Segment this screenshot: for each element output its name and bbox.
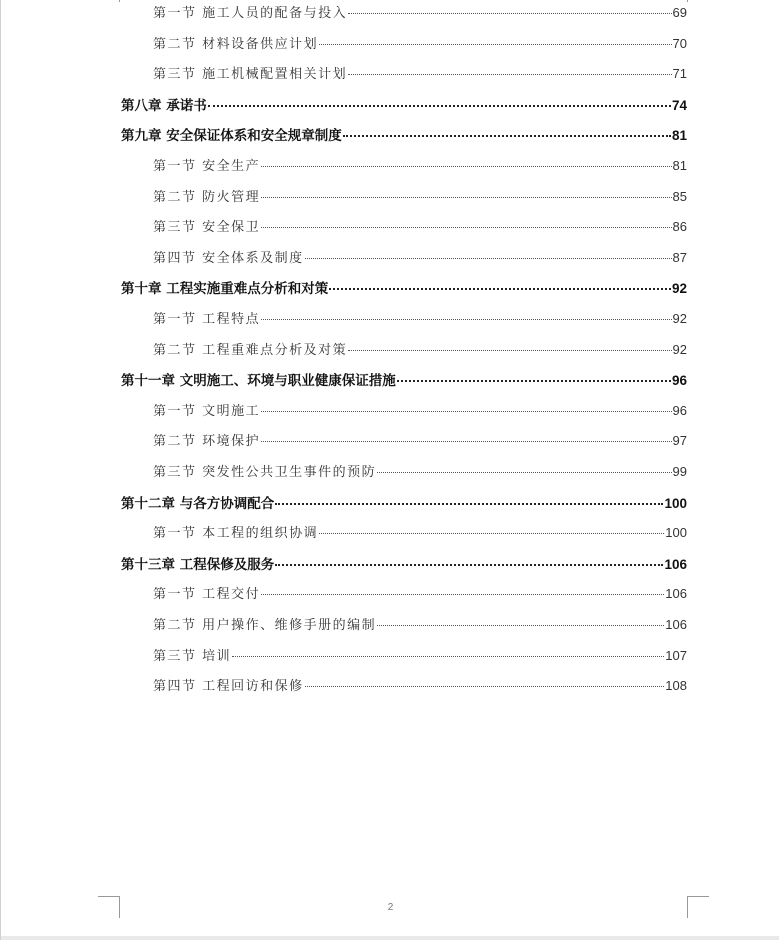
toc-chapter-entry[interactable] (121, 277, 687, 297)
toc-entry-page-number: 106 (664, 556, 687, 572)
toc-entry-page-number: 96 (672, 402, 687, 418)
dot-leader (261, 197, 671, 198)
toc-entry-page-number: 92 (671, 281, 687, 297)
toc-section-entry[interactable] (121, 583, 687, 602)
dot-leader (348, 350, 671, 351)
toc-entry-page-number: 108 (665, 678, 687, 694)
toc-entry-title: 第十章 工程实施重难点分析和对策 (121, 281, 329, 298)
toc-section-entry[interactable] (121, 63, 687, 82)
toc-entry-page-number: 97 (672, 433, 687, 449)
toc-entry-page-number: 69 (672, 5, 687, 20)
toc-entry-page-number: 100 (665, 525, 687, 541)
toc-entry-title: 第三节 施工机械配置相关计划 (153, 67, 348, 83)
dot-leader (319, 533, 664, 534)
toc-entry-title: 第二节 工程重难点分析及对策 (153, 342, 348, 358)
dot-leader (261, 227, 671, 228)
toc-entry-title: 第十二章 与各方协调配合 (121, 495, 275, 512)
toc-entry-page-number: 96 (671, 373, 687, 389)
toc-entry-title: 第一节 安全生产 (153, 159, 261, 174)
dot-leader (319, 44, 671, 45)
toc-entry-title: 第九章 安全保证体系和安全规章制度 (121, 128, 342, 145)
toc-entry-page-number: 99 (672, 464, 687, 479)
toc-entry-title: 第四节 安全体系及制度 (153, 250, 304, 266)
dot-leader (261, 441, 671, 442)
toc-entry-page-number: 74 (671, 97, 687, 113)
toc-entry-title: 第一节 工程交付 (153, 587, 261, 603)
crop-mark-top-right (687, 0, 709, 2)
toc-section-entry[interactable] (121, 2, 687, 21)
toc-entry-page-number: 107 (665, 647, 687, 663)
toc-entry-title: 第二节 环境保护 (153, 434, 261, 450)
toc-entry-title: 第三节 培训 (153, 648, 232, 664)
dot-leader (305, 258, 672, 259)
toc-section-entry[interactable] (121, 247, 687, 266)
toc-chapter-entry[interactable] (121, 553, 687, 573)
toc-section-entry[interactable] (121, 400, 687, 419)
toc-section-entry[interactable] (121, 308, 687, 327)
dot-leader (377, 625, 664, 626)
toc-entry-page-number: 92 (672, 311, 687, 326)
dot-leader (275, 503, 663, 505)
dot-leader (275, 564, 663, 566)
dot-leader (329, 288, 671, 290)
dot-leader (208, 105, 671, 107)
toc-chapter-entry[interactable] (121, 369, 687, 389)
toc-section-entry[interactable] (121, 461, 687, 480)
toc-section-entry[interactable] (121, 186, 687, 205)
toc-entry-page-number: 86 (672, 219, 687, 235)
footer-page-number: 2 (387, 902, 394, 913)
toc-entry-title: 第十三章 工程保修及服务 (121, 556, 275, 573)
dot-leader (261, 411, 671, 412)
toc-entry-title: 第三节 安全保卫 (153, 220, 261, 236)
toc-entry-title: 第一节 施工人员的配备与投入 (153, 6, 348, 21)
dot-leader (261, 319, 671, 320)
toc-section-entry[interactable] (121, 675, 687, 694)
toc-entry-page-number: 70 (672, 35, 687, 51)
toc-entry-title: 第一节 工程特点 (153, 312, 261, 327)
toc-section-entry[interactable] (121, 430, 687, 449)
dot-leader (343, 135, 671, 137)
toc-section-entry[interactable] (121, 339, 687, 358)
toc-entry-page-number: 92 (672, 341, 687, 357)
dot-leader (348, 74, 671, 75)
toc-entry-title: 第二节 防火管理 (153, 189, 261, 205)
dot-leader (377, 472, 671, 473)
toc-entry-page-number: 71 (672, 66, 687, 82)
toc-chapter-entry[interactable] (121, 492, 687, 512)
toc-section-entry[interactable] (121, 614, 687, 633)
toc-section-entry[interactable] (121, 522, 687, 541)
toc-entry-title: 第二节 用户操作、维修手册的编制 (153, 618, 377, 633)
toc-entry-page-number: 106 (665, 617, 687, 632)
dot-leader (261, 594, 664, 595)
toc-entry-page-number: 81 (671, 128, 687, 144)
toc-chapter-entry[interactable] (121, 124, 687, 144)
crop-mark-top-left (98, 0, 120, 2)
toc-entry-title: 第一节 本工程的组织协调 (153, 526, 319, 542)
toc-entry-page-number: 81 (672, 158, 687, 173)
toc-entry-title: 第一节 文明施工 (153, 403, 261, 419)
dot-leader (305, 686, 665, 687)
toc-entry-title: 第八章 承诺书 (121, 97, 207, 114)
toc-section-entry[interactable] (121, 645, 687, 664)
toc-entry-page-number: 100 (664, 495, 687, 511)
dot-leader (348, 13, 671, 14)
toc-chapter-entry[interactable] (121, 94, 687, 114)
toc-entry-title: 第四节 工程回访和保修 (153, 679, 304, 695)
toc-section-entry[interactable] (121, 155, 687, 174)
toc-section-entry[interactable] (121, 33, 687, 52)
page-bottom-edge (1, 936, 779, 940)
toc-entry-page-number: 87 (672, 249, 687, 265)
toc-entry-page-number: 85 (672, 188, 687, 204)
toc-entry-title: 第三节 突发性公共卫生事件的预防 (153, 465, 377, 480)
dot-leader (232, 656, 664, 657)
toc-entry-page-number: 106 (665, 586, 687, 602)
toc-entry-title: 第二节 材料设备供应计划 (153, 36, 319, 52)
dot-leader (397, 380, 671, 382)
dot-leader (261, 166, 671, 167)
toc-section-entry[interactable] (121, 216, 687, 235)
toc-entry-title: 第十一章 文明施工、环境与职业健康保证措施 (121, 373, 396, 390)
